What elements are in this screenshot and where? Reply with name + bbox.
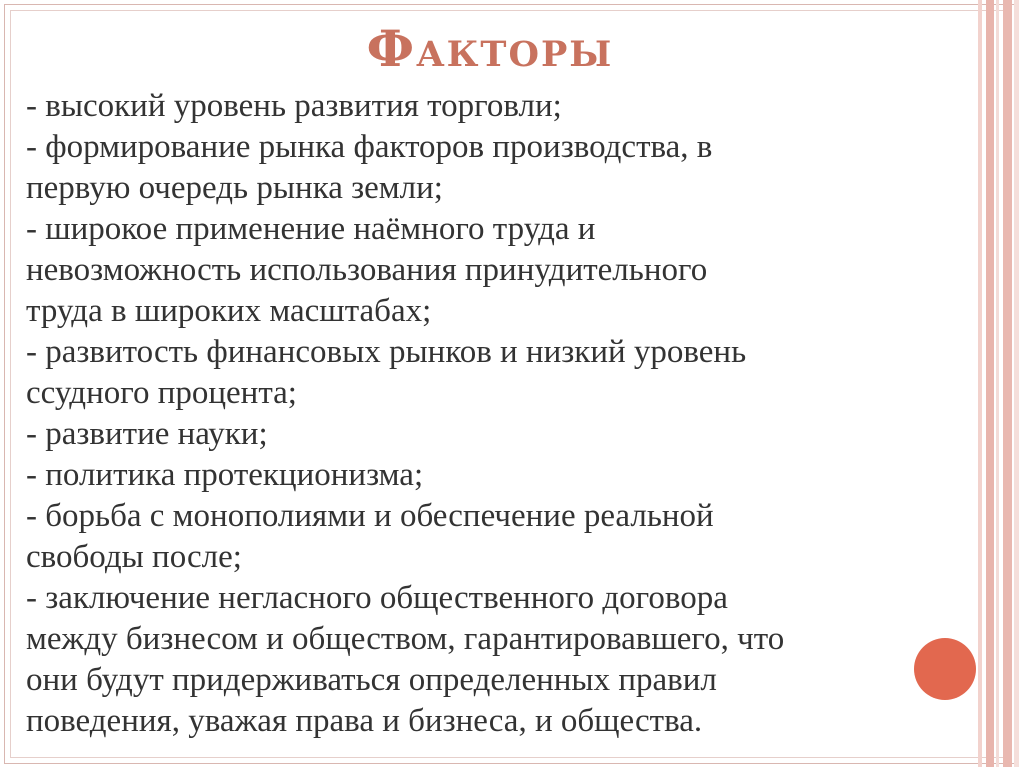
body-line: свободы после; xyxy=(26,539,242,575)
body-line: между бизнесом и обществом, гарантировавшего, что xyxy=(26,621,785,657)
decorative-stripe xyxy=(978,0,982,767)
body-line: - формирование рынка факторов производства, в xyxy=(26,129,713,165)
slide-title: Факторы xyxy=(366,19,614,78)
accent-circle xyxy=(914,638,976,700)
body-line: поведения, уважая права и бизнеса, и общества. xyxy=(26,703,703,739)
body-line: - развитость финансовых рынков и низкий уровень xyxy=(26,334,747,370)
decorative-stripe xyxy=(1003,0,1012,767)
body-line: - высокий уровень развития торговли; xyxy=(26,88,562,124)
body-line: первую очередь рынка земли; xyxy=(26,170,443,206)
decorative-stripe xyxy=(1014,0,1019,767)
decorative-stripe xyxy=(996,0,999,767)
body-line: труда в широких масштабах; xyxy=(26,293,432,329)
body-line: - борьба с монополиями и обеспечение реальной xyxy=(26,498,714,534)
body-line: они будут придерживаться определенных правил xyxy=(26,662,717,698)
body-line: - широкое применение наёмного труда и xyxy=(26,211,596,247)
body-line: ссудного процента; xyxy=(26,375,297,411)
decorative-stripe xyxy=(986,0,994,767)
body-line: - политика протекционизма; xyxy=(26,457,424,493)
body-line: - развитие науки; xyxy=(26,416,268,452)
body-line: невозможность использования принудительного xyxy=(26,252,708,288)
body-line: - заключение негласного общественного договора xyxy=(26,580,728,616)
slide-body xyxy=(26,86,956,742)
